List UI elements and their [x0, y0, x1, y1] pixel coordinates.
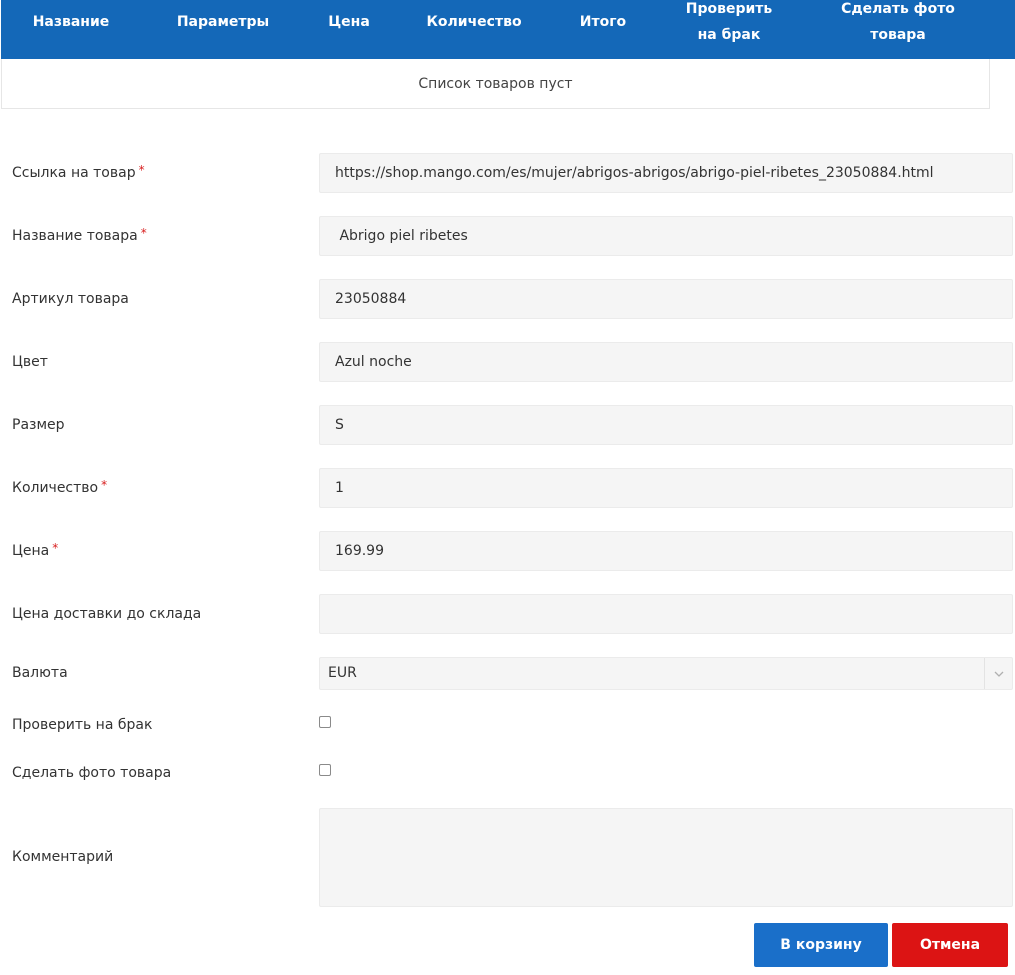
url-label: Ссылка на товар *: [12, 163, 145, 181]
delivery-price-label: Цена доставки до склада: [12, 606, 202, 622]
delivery-price-input[interactable]: [319, 594, 1013, 634]
chevron-down-icon[interactable]: [984, 658, 1012, 689]
column-header-params: Параметры: [176, 14, 270, 30]
check-defects-checkbox[interactable]: [319, 716, 331, 728]
take-photo-checkbox[interactable]: [319, 764, 331, 776]
quantity-input[interactable]: [319, 468, 1013, 508]
price-input[interactable]: [319, 531, 1013, 571]
product-size-input[interactable]: [319, 405, 1013, 445]
product-url-input[interactable]: [319, 153, 1013, 193]
column-header-check-defects: Проверить на брак: [685, 1, 773, 43]
required-mark: *: [101, 478, 108, 492]
product-color-input[interactable]: [319, 342, 1013, 382]
article-label: Артикул товара: [12, 291, 129, 307]
check-defects-label: Проверить на брак: [12, 717, 153, 733]
column-header-price: Цена: [328, 14, 370, 30]
currency-select[interactable]: [319, 657, 1013, 690]
column-header-total: Итого: [579, 14, 627, 30]
quantity-label: Количество *: [12, 478, 108, 496]
currency-label: Валюта: [12, 665, 68, 681]
required-mark: *: [138, 163, 145, 177]
empty-list-message: Список товаров пуст: [1, 59, 990, 109]
column-header-take-photo: Сделать фото товара: [841, 1, 955, 43]
required-mark: *: [52, 541, 59, 555]
name-label: Название товара *: [12, 226, 147, 244]
color-label: Цвет: [12, 354, 48, 370]
comment-label: Комментарий: [12, 849, 114, 865]
required-mark: *: [140, 226, 147, 240]
size-label: Размер: [12, 417, 65, 433]
price-label: Цена *: [12, 541, 59, 559]
comment-textarea[interactable]: [319, 808, 1013, 907]
cart-table-header: [1, 0, 1015, 59]
add-to-cart-button[interactable]: В корзину: [754, 923, 888, 967]
column-header-name: Название: [32, 14, 110, 30]
column-header-quantity: Количество: [426, 14, 522, 30]
currency-selected-value: EUR: [328, 665, 357, 681]
product-article-input[interactable]: [319, 279, 1013, 319]
product-name-input[interactable]: [319, 216, 1013, 256]
take-photo-label: Сделать фото товара: [12, 765, 172, 781]
cancel-button[interactable]: Отмена: [892, 923, 1008, 967]
